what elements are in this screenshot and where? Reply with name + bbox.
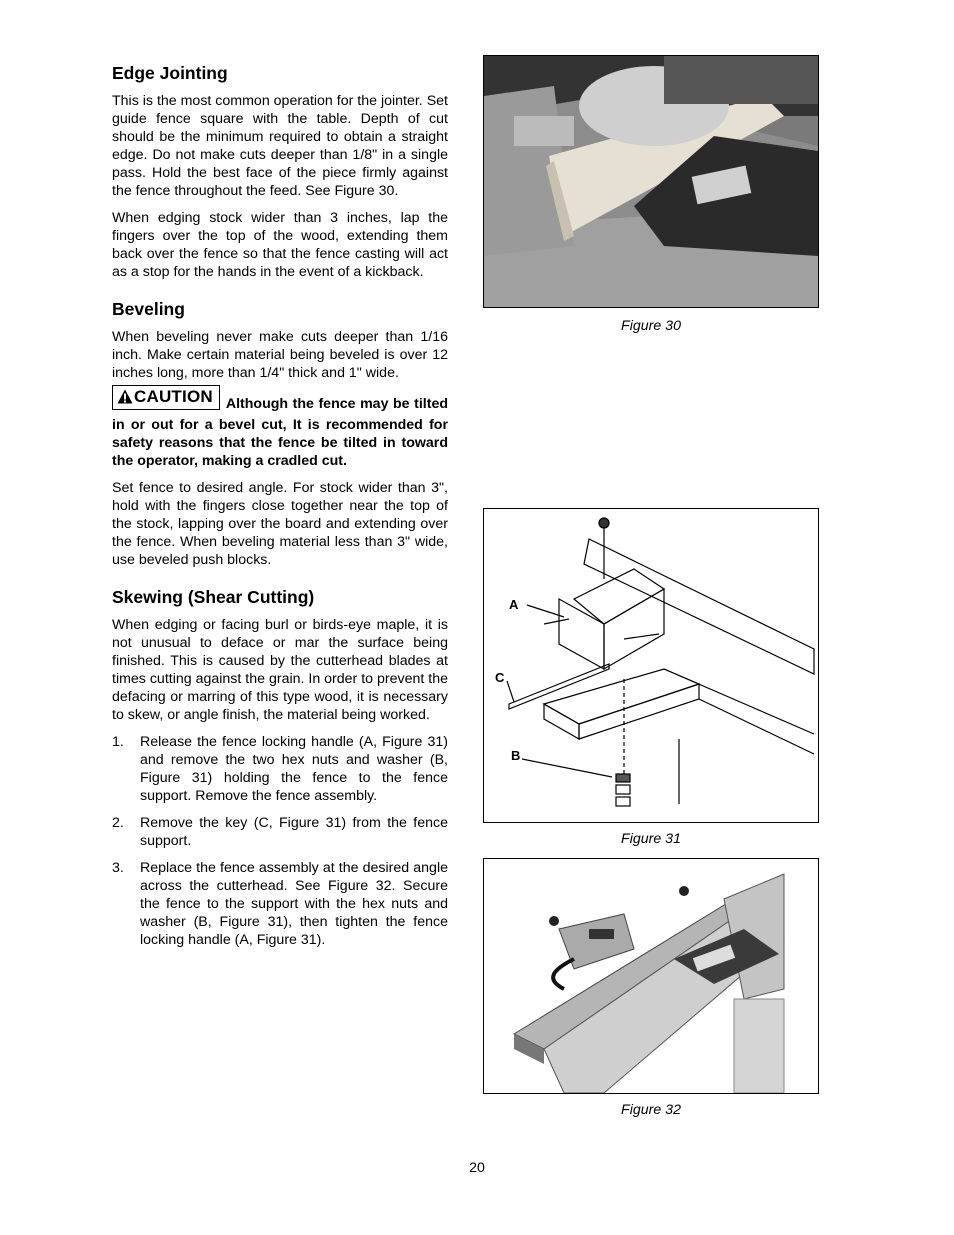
section-skewing [112,586,448,949]
heading-edge-jointing: Edge Jointing [112,63,228,83]
label-a: A [509,597,519,612]
list-item: 1. Release the fence locking handle (A, Figure 31) and remove the two hex nuts and washer (B, Figure 31) holding the fence to the fence support. Remove the fence assembly. [112,734,448,804]
list-item: 2. Remove the key (C, Figure 31) from the fence support. [112,815,448,849]
paragraph: When beveling never make cuts deeper than 1/16 inch. Make certain material being beveled is over 12 inches long, more than 1/4" thick and 1" wide. [112,329,448,381]
paragraph: When edging stock wider than 3 inches, lap the fingers over the top of the wood, extending them back over the fence so that the fence casting will act as a stop for the hands in the event of a kickback. [112,210,448,280]
label-c: C [495,670,505,685]
warning-triangle-icon [117,389,133,404]
figure-32-caption: Figure 32 [621,1102,681,1118]
label-b: B [511,748,521,763]
caution-notice [112,387,448,470]
list-item: 3. Replace the fence assembly at the desired angle across the cutterhead. See Figure 32. Secure the fence to the support with the hex nuts and washer (B, Figure 31), then tighten the fence locking handle (A, Figure 31). [112,860,448,948]
heading-skewing: Skewing (Shear Cutting) [112,587,315,607]
figure-32-photo [483,858,819,1094]
figure-30-caption: Figure 30 [621,318,681,334]
caution-text: Although the fence may be tilted in or out for a bevel cut, It is recommended for safety reasons that the fence be tilted in toward the operator, making a cradled cut. [112,396,448,469]
page-number: 20 [469,1160,485,1176]
figure-31-caption: Figure 31 [621,831,681,847]
section-beveling [112,298,448,569]
figure-30-photo [483,55,819,308]
caution-badge [112,385,220,410]
paragraph: When edging or facing burl or birds-eye maple, it is not unusual to deface or mar the surface being finished. This is caused by the cutterhead blades at times cutting against the grain. In order to prevent the defacing or marring of this type wood, it is necessary to skew, or angle finish, the material being worked. [112,617,448,723]
section-edge-jointing [112,62,448,281]
left-column [112,62,448,958]
steps-list [112,733,448,949]
heading-beveling: Beveling [112,299,185,319]
paragraph: This is the most common operation for the jointer. Set guide fence square with the table. Depth of cut should be the minimum required to obtain a straight edge. Do not make cuts deeper than 1/8" in a single pass. Hold the best face of the piece firmly against the fence throughout the feed. See Figure 30. [112,93,448,199]
caution-label: CAUTION [134,387,213,406]
paragraph: Set fence to desired angle. For stock wider than 3", hold with the fingers close together near the top of the stock, lapping over the board and extending over the fence. When beveling material less than 3" wide, use beveled push blocks. [112,480,448,568]
figure-31-diagram [483,508,819,823]
